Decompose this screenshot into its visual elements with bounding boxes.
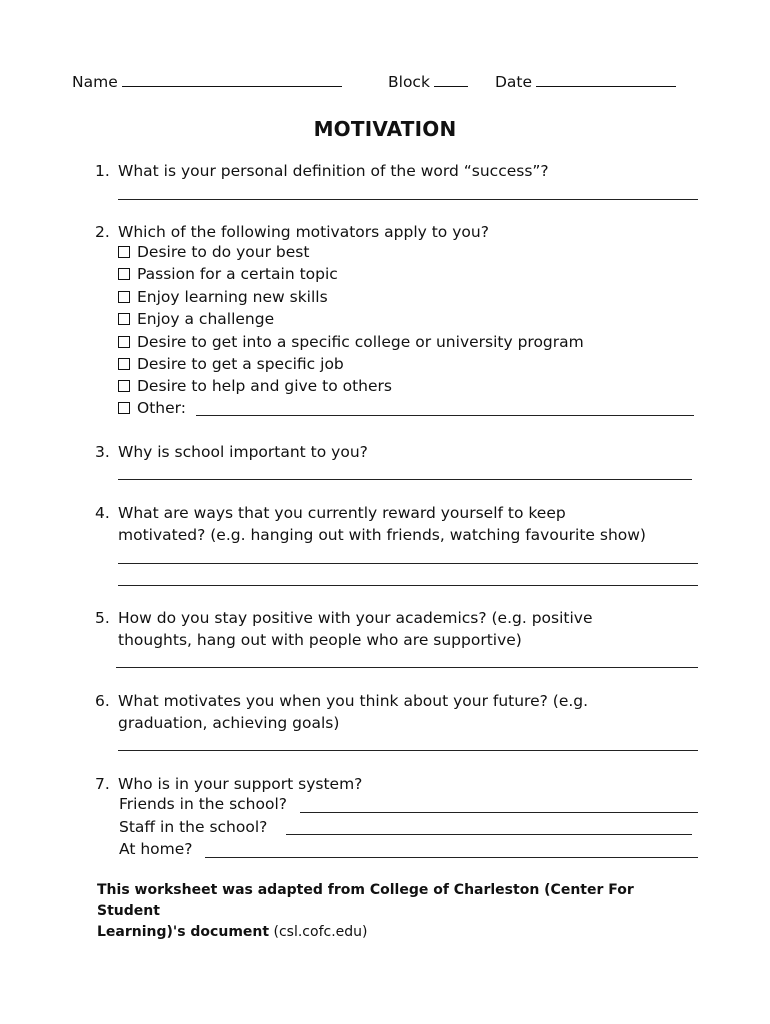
option-label: Desire to get into a specific college or university program xyxy=(137,333,584,351)
answer-line[interactable] xyxy=(118,563,698,564)
checkbox-icon[interactable] xyxy=(118,336,130,348)
footer-credit-line2: Learning)'s document xyxy=(97,924,270,940)
checkbox-icon[interactable] xyxy=(118,358,130,370)
other-answer-line[interactable] xyxy=(196,415,694,416)
support-friends-label: Friends in the school? xyxy=(119,795,288,813)
block-blank[interactable] xyxy=(434,73,468,87)
support-home-label: At home? xyxy=(119,840,193,858)
question-text: How do you stay positive with your academics? (e.g. positive xyxy=(118,609,593,627)
question-number: 4. xyxy=(95,504,110,522)
checkbox-icon[interactable] xyxy=(118,313,130,325)
question-number: 2. xyxy=(95,223,110,241)
question-number: 6. xyxy=(95,692,110,710)
checkbox-icon[interactable] xyxy=(118,268,130,280)
option-desire-best[interactable] xyxy=(118,243,309,261)
name-blank[interactable] xyxy=(122,73,342,87)
name-field xyxy=(72,73,118,91)
question-number: 7. xyxy=(95,775,110,793)
option-passion-topic[interactable] xyxy=(118,265,338,283)
date-blank[interactable] xyxy=(536,73,676,87)
name-label: Name xyxy=(72,73,118,91)
block-field xyxy=(388,73,430,91)
question-text: Why is school important to you? xyxy=(118,443,368,461)
support-friends-line[interactable] xyxy=(300,812,698,813)
checkbox-icon[interactable] xyxy=(118,291,130,303)
question-number: 3. xyxy=(95,443,110,461)
option-label: Passion for a certain topic xyxy=(137,265,338,283)
footer-credit xyxy=(97,880,687,943)
page-title: MOTIVATION xyxy=(313,117,457,141)
question-text: What motivates you when you think about your future? (e.g. xyxy=(118,692,589,710)
option-label: Desire to help and give to others xyxy=(137,377,392,395)
question-text: thoughts, hang out with people who are supportive) xyxy=(118,631,522,649)
option-challenge[interactable] xyxy=(118,310,274,328)
support-home-line[interactable] xyxy=(205,857,698,858)
option-label: Desire to do your best xyxy=(137,243,310,261)
support-staff-line[interactable] xyxy=(286,834,692,835)
date-field xyxy=(495,73,532,91)
option-other[interactable] xyxy=(118,399,186,417)
question-text: Which of the following motivators apply to you? xyxy=(118,223,489,241)
option-label: Desire to get a specific job xyxy=(137,355,344,373)
question-text: motivated? (e.g. hanging out with friends, watching favourite show) xyxy=(118,526,646,544)
answer-line[interactable] xyxy=(118,750,698,751)
answer-line[interactable] xyxy=(118,199,698,200)
footer-credit-line1: This worksheet was adapted from College of Charleston (Center For Student xyxy=(97,882,634,919)
question-number: 1. xyxy=(95,162,110,180)
answer-line[interactable] xyxy=(118,479,692,480)
question-text: What is your personal definition of the word “success”? xyxy=(118,162,549,180)
answer-line[interactable] xyxy=(118,585,698,586)
option-label: Other: xyxy=(137,399,186,417)
question-text: graduation, achieving goals) xyxy=(118,714,340,732)
checkbox-icon[interactable] xyxy=(118,402,130,414)
option-learning-skills[interactable] xyxy=(118,288,328,306)
checkbox-icon[interactable] xyxy=(118,246,130,258)
support-staff-label: Staff in the school? xyxy=(119,818,268,836)
answer-line[interactable] xyxy=(116,667,698,668)
checkbox-icon[interactable] xyxy=(118,380,130,392)
block-label: Block xyxy=(388,73,430,91)
option-label: Enjoy a challenge xyxy=(137,310,275,328)
question-text: What are ways that you currently reward yourself to keep xyxy=(118,504,566,522)
question-text: Who is in your support system? xyxy=(118,775,363,793)
footer-source: (csl.cofc.edu) xyxy=(273,924,368,940)
date-label: Date xyxy=(495,73,533,91)
option-label: Enjoy learning new skills xyxy=(137,288,328,306)
option-specific-job[interactable] xyxy=(118,355,344,373)
option-help-others[interactable] xyxy=(118,377,392,395)
option-college-program[interactable] xyxy=(118,333,584,351)
question-number: 5. xyxy=(95,609,110,627)
